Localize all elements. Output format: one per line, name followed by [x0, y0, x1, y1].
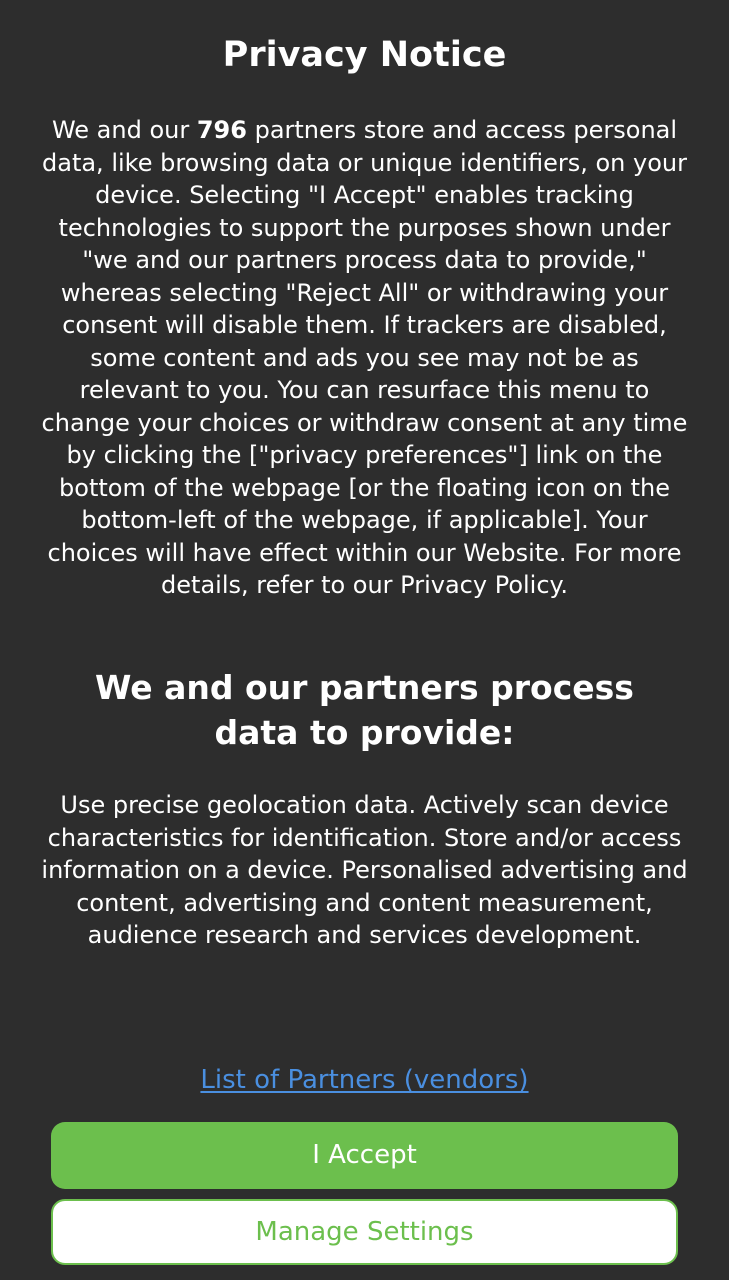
purposes-text: Use precise geolocation data. Actively scan device characteristics for identification. Store and/or access information on a device. Personalised advertising and content, advertising and content measurement, audience research and services development.	[41, 791, 688, 949]
notice-body	[40, 114, 689, 602]
notice-body-suffix: partners store and access personal data, like browsing data or unique identifiers, on your device. Selecting "I Accept" enables tracking technologies to support the purposes shown under "we and our partners process data to provide," whereas selecting "Reject All" or withdrawing your consent will disable them. If trackers are disabled, some content and ads you see may not be as relevant to you. You can resurface this menu to change your choices or withdraw consent at any time by clicking the ["privacy preferences"] link on the bottom of the webpage [or the floating icon on the bottom-left of the webpage, if applicable]. Your choices will have effect within our Website. For more details, refer to our Privacy Policy.	[41, 116, 688, 599]
notice-body-prefix: We and our	[51, 116, 197, 144]
notice-title: Privacy Notice	[222, 35, 507, 75]
accept-button[interactable]: I Accept	[51, 1122, 678, 1189]
purposes-heading: We and our partners process data to provide:	[95, 668, 634, 752]
list-of-partners-link[interactable]: List of Partners (vendors)	[200, 1065, 529, 1095]
partner-count: 796	[196, 116, 247, 144]
manage-settings-button[interactable]: Manage Settings	[51, 1199, 678, 1265]
